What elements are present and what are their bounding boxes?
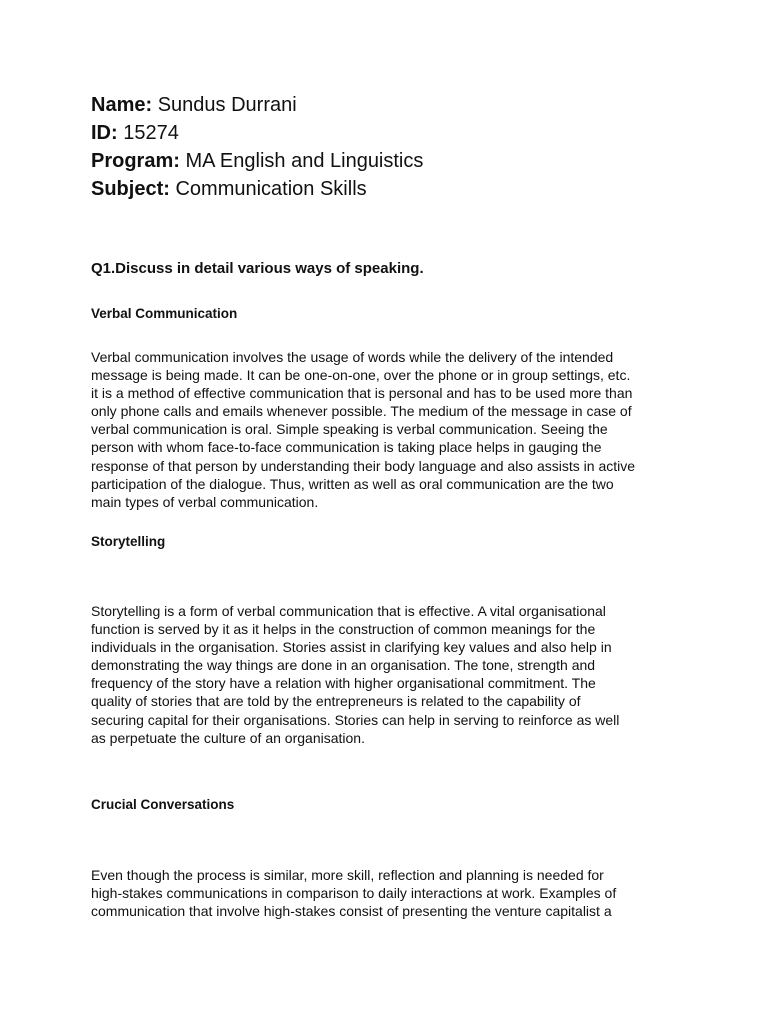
paragraph-line: person with whom face-to-face communication is taking place helps in gauging the [91, 439, 602, 456]
question-heading: Q1.Discuss in detail various ways of speaking. [91, 260, 424, 277]
paragraph-line: participation of the dialogue. Thus, written as well as oral communication are the two [91, 475, 614, 492]
id-line [91, 119, 691, 147]
id-value: 15274 [123, 122, 179, 144]
paragraph-line: individuals in the organisation. Stories assist in clarifying key values and also help in [91, 639, 612, 656]
section-heading-crucial-conversations: Crucial Conversations [91, 797, 235, 812]
name-line [91, 91, 691, 119]
paragraph-line: securing capital for their organisations. Stories can help in serving to reinforce as well [91, 711, 620, 728]
program-value: MA English and Linguistics [185, 150, 424, 172]
paragraph-line: quality of stories that are told by the entrepreneurs is related to the capability of [91, 693, 581, 710]
section-heading-storytelling: Storytelling [91, 534, 166, 549]
name-label: Name: [91, 94, 153, 116]
paragraph-line: Verbal communication involves the usage of words while the delivery of the intended [91, 349, 614, 365]
paragraph-line: demonstrating the way things are done in an organisation. The tone, strength and [91, 657, 596, 674]
paragraph-line: only phone calls and emails whenever possible. The medium of the message in case of [91, 403, 632, 420]
name-value: Sundus Durrani [157, 94, 297, 116]
paragraph-crucial-conversations [91, 866, 691, 920]
paragraph-line: communication that involve high-stakes consist of presenting the venture capitalist a [91, 903, 612, 920]
program-line [91, 147, 691, 175]
subject-value: Communication Skills [175, 178, 367, 200]
program-label: Program: [91, 150, 180, 172]
paragraph-line: as perpetuate the culture of an organisation. [91, 729, 365, 746]
paragraph-line: high-stakes communications in comparison to daily interactions at work. Examples of [91, 885, 617, 902]
paragraph-line: it is a method of effective communication that is personal and has to be used more than [91, 385, 633, 402]
paragraph-line: Storytelling is a form of verbal communication that is effective. A vital organisational [91, 603, 606, 619]
paragraph-line: frequency of the story have a relation with higher organisational commitment. The [91, 675, 596, 692]
paragraph-line: main types of verbal communication. [91, 493, 319, 510]
paragraph-verbal-communication [91, 348, 691, 511]
section-heading-verbal-communication: Verbal Communication [91, 306, 238, 321]
paragraph-line: verbal communication is oral. Simple speaking is verbal communication. Seeing the [91, 421, 608, 438]
id-label: ID: [91, 122, 118, 144]
paragraph-line: Even though the process is similar, more skill, reflection and planning is needed for [91, 867, 604, 883]
subject-label: Subject: [91, 178, 170, 200]
paragraph-storytelling [91, 602, 691, 747]
subject-line [91, 175, 691, 203]
paragraph-line: function is served by it as it helps in the construction of common meanings for the [91, 621, 596, 638]
paragraph-line: response of that person by understanding their body language and also assists in active [91, 457, 636, 474]
paragraph-line: message is being made. It can be one-on-one, over the phone or in group settings, etc. [91, 367, 631, 384]
student-info-block [91, 91, 691, 203]
